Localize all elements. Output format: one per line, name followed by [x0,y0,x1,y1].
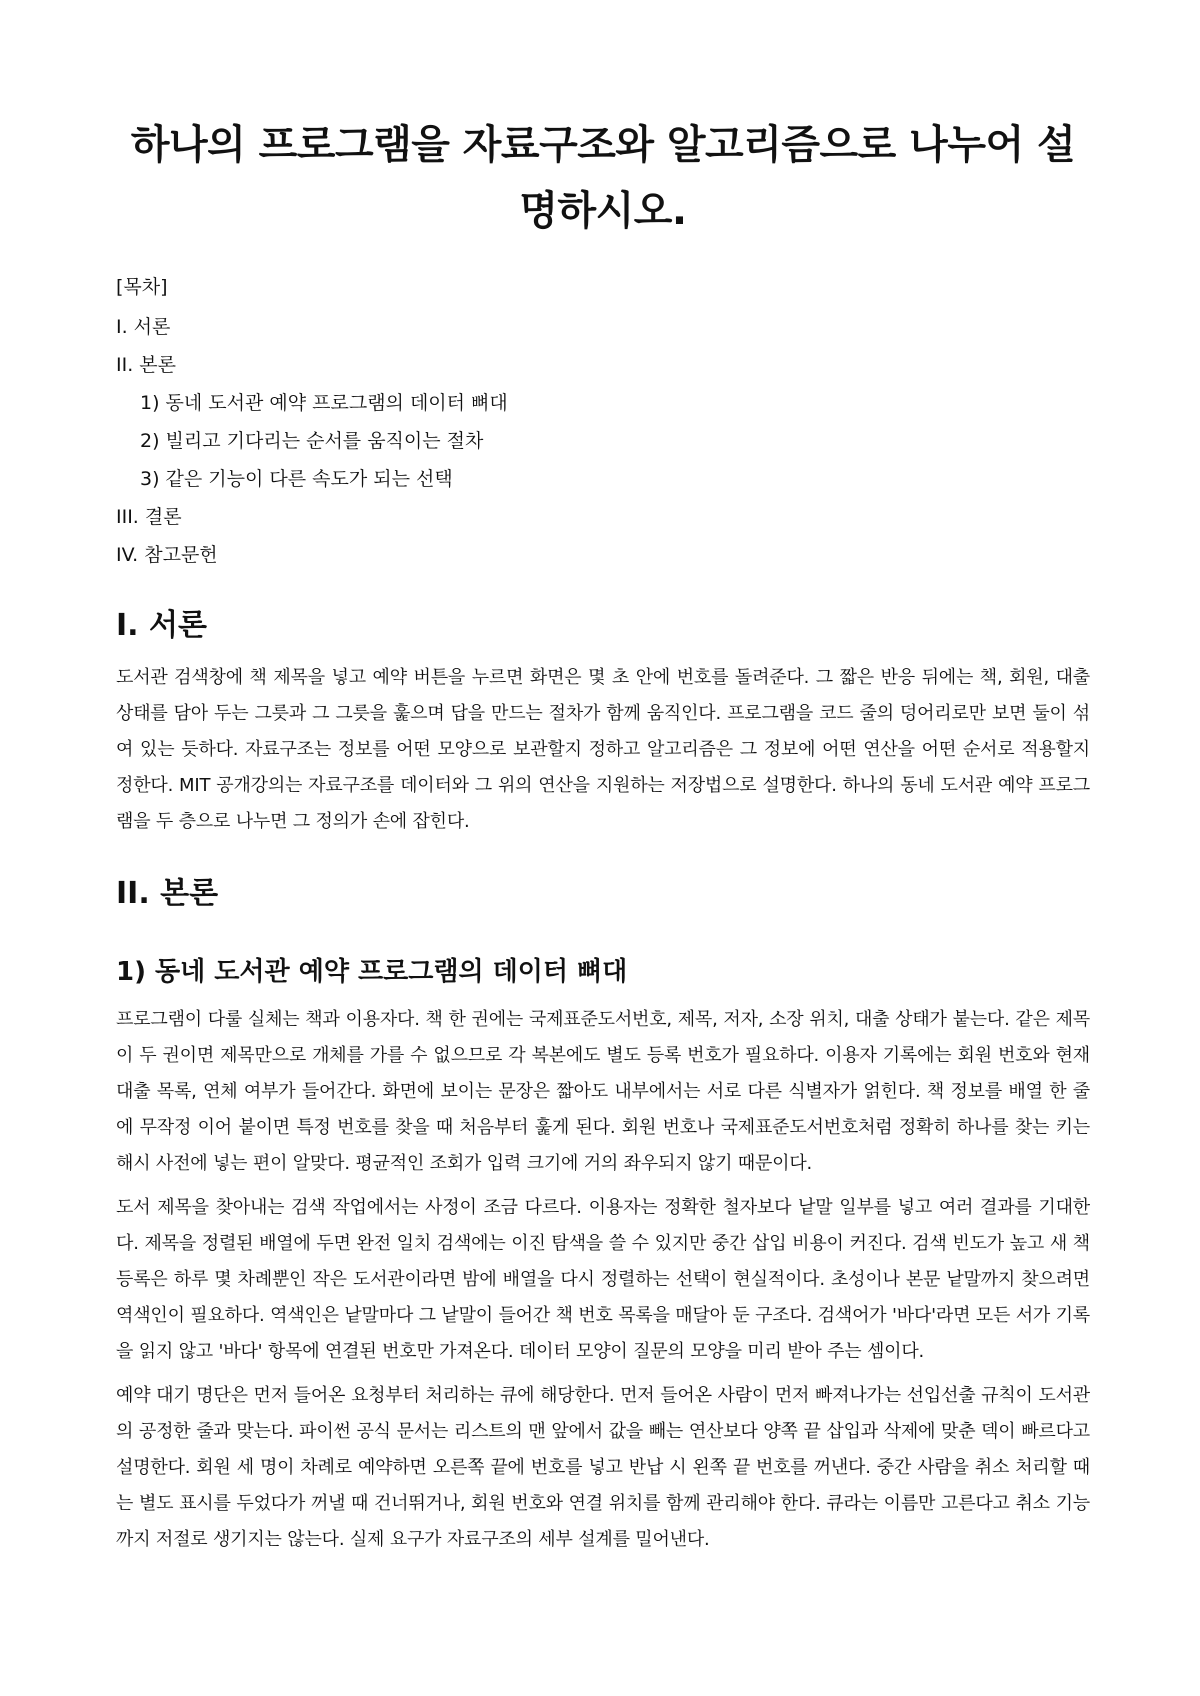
table-of-contents [116,314,1090,568]
toc-item-intro: I. 서론 [116,316,171,338]
body-paragraph: 예약 대기 명단은 먼저 들어온 요청부터 처리하는 큐에 해당한다. 먼저 들어온 사람이 먼저 빠져나가는 선입선출 규칙이 도서관의 공정한 줄과 맞는다. 파이썬 공식 문서는 리스트의 맨 앞에서 값을 빼는 연산보다 양쪽 끝 삽입과 삭제에 맞춘 덱이 빠르다고 설명한다. 회원 세 명이 차례로 예약하면 오른쪽 끝에 번호를 넣고 반납 시 왼쪽 끝 번호를 꺼낸다. 중간 사람을 취소 처리할 때는 별도 표시를 두었다가 꺼낼 때 건너뛰거나, 회원 번호와 연결 위치를 함께 관리해야 한다. 큐라는 이름만 고른다고 취소 기능까지 저절로 생기지는 않는다. 실제 요구가 자료구조의 세부 설계를 밀어낸다. [116,1385,1090,1550]
toc-item-conclusion: III. 결론 [116,506,182,528]
subsection-heading-1: 1) 동네 도서관 예약 프로그램의 데이터 뼈대 [116,957,628,987]
section-heading-body: II. 본론 [116,876,219,911]
body-paragraph: 프로그램이 다룰 실체는 책과 이용자다. 책 한 권에는 국제표준도서번호, 제목, 저자, 소장 위치, 대출 상태가 붙는다. 같은 제목이 두 권이면 제목만으로 개체를 가를 수 없으므로 각 복본에도 별도 등록 번호가 필요하다. 이용자 기록에는 회원 번호와 현재 대출 목록, 연체 여부가 들어간다. 화면에 보이는 문장은 짧아도 내부에서는 서로 다른 식별자가 얽힌다. 책 정보를 배열 한 줄에 무작정 이어 붙이면 특정 번호를 찾을 때 처음부터 훑게 된다. 회원 번호나 국제표준도서번호처럼 정확히 하나를 찾는 키는 해시 사전에 넣는 편이 알맞다. 평균적인 조회가 입력 크기에 거의 좌우되지 않기 때문이다. [116,1009,1090,1174]
toc-item-references: IV. 참고문헌 [116,544,218,566]
section-heading-intro: I. 서론 [116,608,207,643]
body-paragraph: 도서 제목을 찾아내는 검색 작업에서는 사정이 조금 다르다. 이용자는 정확한 철자보다 낱말 일부를 넣고 여러 결과를 기대한다. 제목을 정렬된 배열에 두면 완전 일치 검색에는 이진 탐색을 쓸 수 있지만 중간 삽입 비용이 커진다. 검색 빈도가 높고 새 책 등록은 하루 몇 차례뿐인 작은 도서관이라면 밤에 배열을 다시 정렬하는 선택이 현실적이다. 초성이나 본문 낱말까지 찾으려면 역색인이 필요하다. 역색인은 낱말마다 그 낱말이 들어간 책 번호 목록을 매달아 둔 구조다. 검색어가 '바다'라면 모든 서가 기록을 읽지 않고 '바다' 항목에 연결된 번호만 가져온다. 데이터 모양이 질문의 모양을 미리 받아 주는 셈이다. [116,1197,1090,1362]
intro-paragraph: 도서관 검색창에 책 제목을 넣고 예약 버튼을 누르면 화면은 몇 초 안에 번호를 돌려준다. 그 짧은 반응 뒤에는 책, 회원, 대출 상태를 담아 두는 그릇과 그 그릇을 훑으며 답을 만드는 절차가 함께 움직인다. 프로그램을 코드 줄의 덩어리로만 보면 둘이 섞여 있는 듯하다. 자료구조는 정보를 어떤 모양으로 보관할지 정하고 알고리즘은 그 정보에 어떤 연산을 어떤 순서로 적용할지 정한다. MIT 공개강의는 자료구조를 데이터와 그 위의 연산을 지원하는 저장법으로 설명한다. 하나의 동네 도서관 예약 프로그램을 두 층으로 나누면 그 정의가 손에 잡힌다. [116,667,1090,832]
toc-item-body-1: 1) 동네 도서관 예약 프로그램의 데이터 뼈대 [140,392,508,414]
section-intro [116,606,1090,840]
toc-item-body-3: 3) 같은 기능이 다른 속도가 되는 선택 [140,468,453,490]
section-body [116,874,1090,1558]
toc-item-body: II. 본론 [116,354,176,376]
document-title: 하나의 프로그램을 자료구조와 알고리즘으로 나누어 설명하시오. [130,122,1076,234]
toc-heading: [목차] [116,276,168,298]
toc-item-body-2: 2) 빌리고 기다리는 순서를 움직이는 절차 [140,430,484,452]
